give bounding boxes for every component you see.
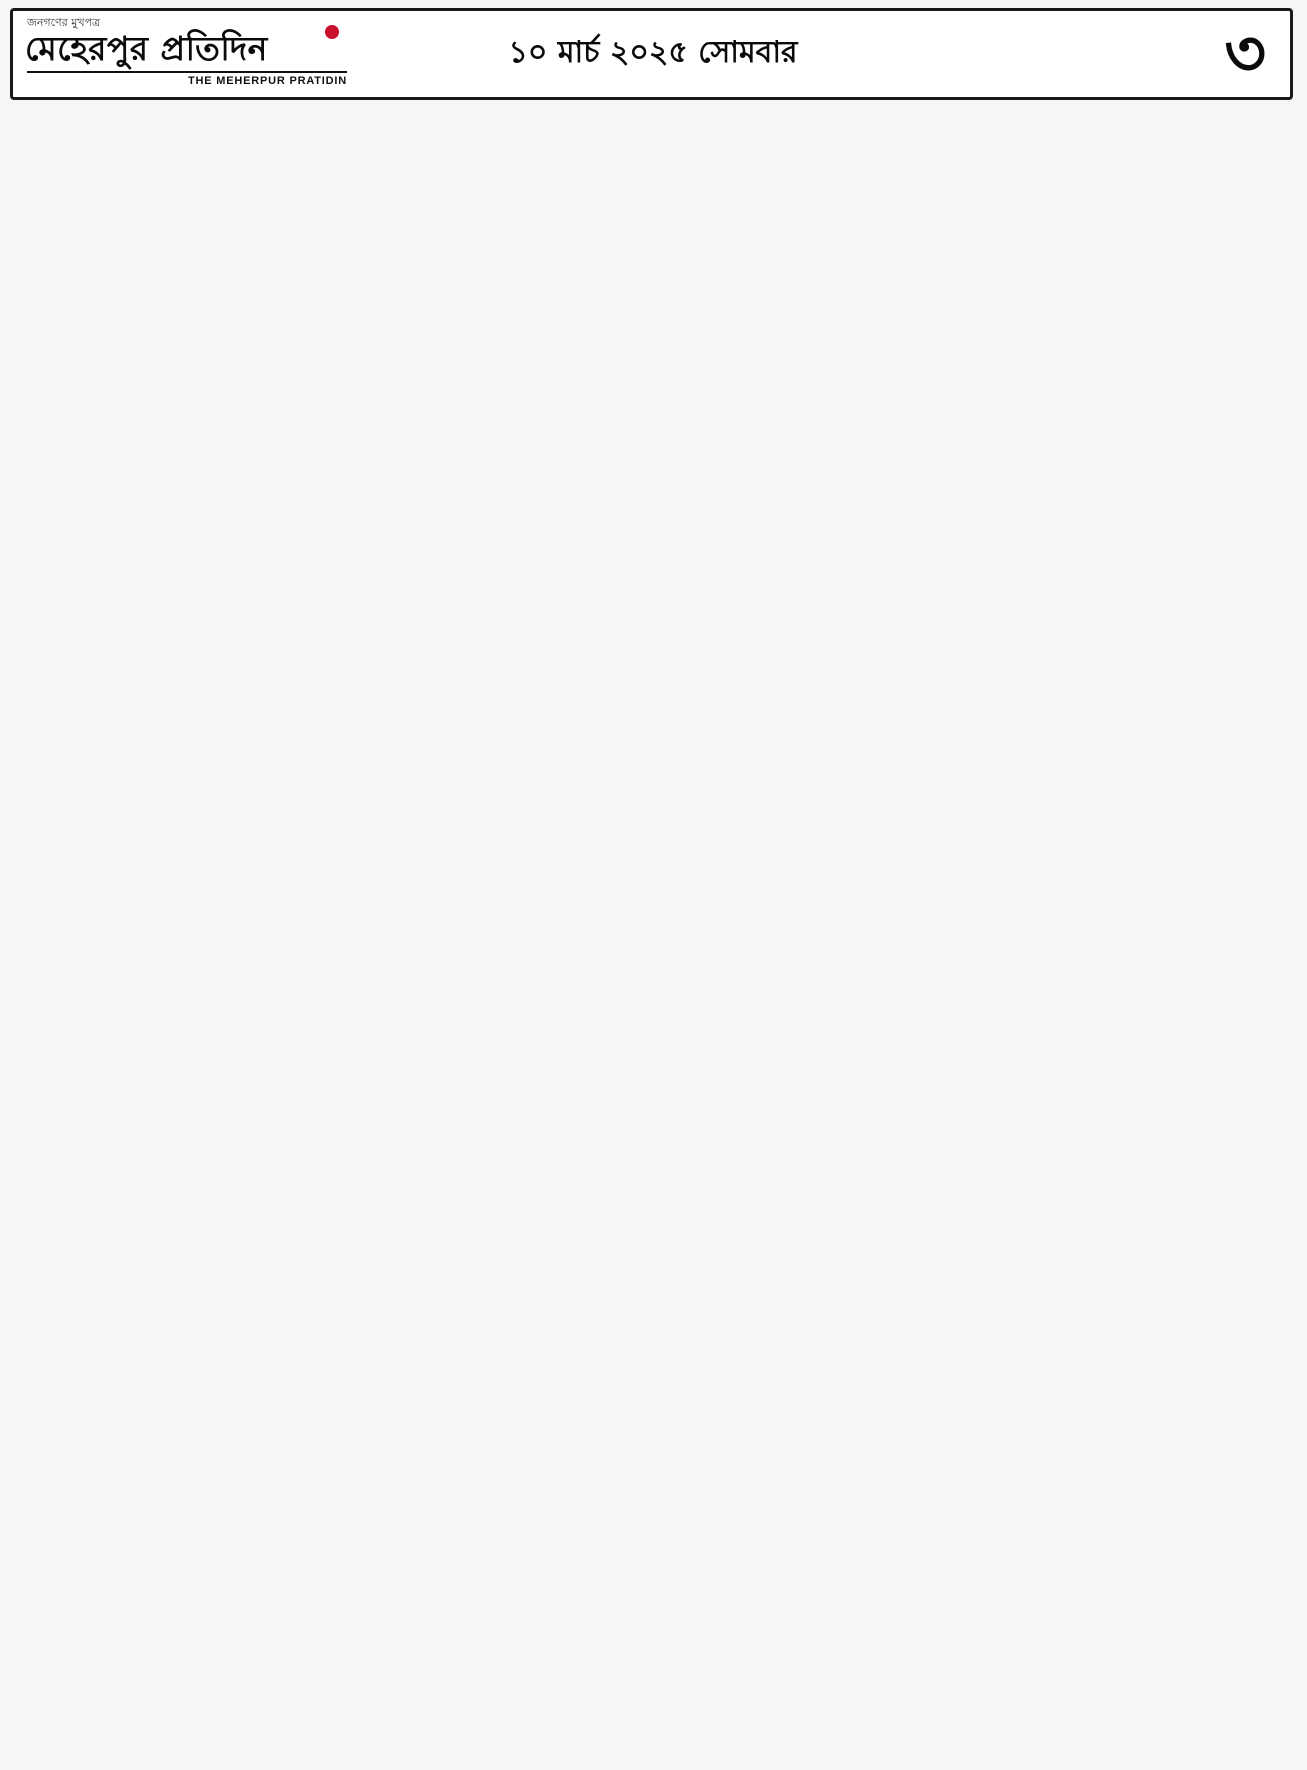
issue-date: ১০ মার্চ ২০২৫ সোমবার [508, 35, 798, 70]
brand-underline [27, 71, 347, 73]
masthead [10, 8, 1293, 100]
paper-name: মেহেরপুর প্রতিদিন [25, 29, 268, 68]
brand-dot-icon [325, 25, 339, 39]
brand-block [25, 15, 355, 95]
brand-tagline: জনগণের মুখপত্র [27, 16, 101, 29]
paper-name-english: THE MEHERPUR PRATIDIN [188, 75, 347, 87]
page-number: ৩ [1224, 16, 1266, 91]
